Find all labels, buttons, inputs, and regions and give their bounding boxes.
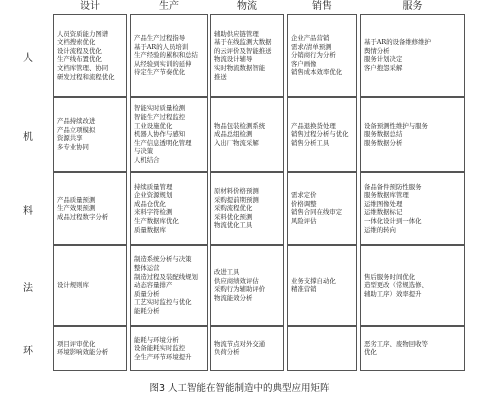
matrix-cell bbox=[53, 14, 127, 97]
cell-line: 工业设施优化 bbox=[134, 121, 173, 130]
cell-line: 实时物流数据智能 bbox=[214, 64, 266, 73]
cell-line: 企业资源规划 bbox=[134, 191, 173, 200]
cell-line: 制造过程及装配线规划 bbox=[134, 272, 198, 281]
cell-line: 产品质量预测 bbox=[57, 195, 96, 204]
matrix-cell bbox=[360, 245, 465, 326]
matrix-cell bbox=[53, 326, 127, 371]
cell-line: 研发过程和流程优化 bbox=[57, 72, 115, 81]
cell-line: 造型更改（常规选修、 bbox=[364, 281, 428, 290]
cell-line: 销售合同在线审定 bbox=[291, 208, 343, 217]
column-header: 服务 bbox=[402, 1, 423, 12]
cell-line: 人机结合 bbox=[134, 155, 160, 164]
cell-line: 恶劣工序、废物回收等 bbox=[364, 339, 428, 348]
cell-line: 与决策 bbox=[134, 147, 154, 156]
cell-line: 物流能效分析 bbox=[214, 294, 253, 303]
cell-line: 采料优化预测 bbox=[214, 212, 253, 221]
cell-line: 采购流程优化 bbox=[214, 204, 253, 213]
cell-line: 产品退换货处理 bbox=[291, 121, 336, 130]
cell-line: 销售成本效率优化 bbox=[291, 68, 343, 77]
cell-line: 采购行为辅助评价 bbox=[214, 285, 266, 294]
cell-line: 成品仓优化 bbox=[134, 199, 166, 208]
matrix-cell bbox=[360, 97, 465, 172]
cell-line: 运维数据标记 bbox=[364, 208, 403, 217]
cell-line: 物流节点对外交通 bbox=[214, 339, 266, 348]
matrix-cell bbox=[360, 172, 465, 245]
matrix-cell bbox=[287, 14, 357, 97]
cell-line: 服务数据分析 bbox=[364, 138, 403, 147]
matrix-cell bbox=[287, 326, 357, 371]
cell-line: 物品包装检测系统 bbox=[214, 121, 266, 130]
cell-line: 产品生产过程指导 bbox=[134, 34, 186, 42]
matrix-cell bbox=[210, 326, 284, 371]
cell-line: 生产经验的累积和总结 bbox=[134, 51, 198, 60]
row-header: 机 bbox=[23, 131, 33, 143]
cell-line: 服务数据总结 bbox=[364, 130, 403, 139]
cell-line: 舆情分析 bbox=[364, 46, 390, 55]
cell-line: 全生产环节环境提升 bbox=[134, 352, 192, 361]
matrix-cell bbox=[287, 245, 357, 326]
cell-line: 文档搜索优化 bbox=[57, 38, 96, 47]
cell-line: 设计规则库 bbox=[57, 281, 89, 290]
cell-line: 原材料价格预测 bbox=[214, 187, 259, 195]
cell-line: 销售过程分析与优化 bbox=[291, 130, 349, 139]
cell-line: 推送 bbox=[214, 72, 227, 81]
row-header: 料 bbox=[23, 205, 33, 217]
row-header: 法 bbox=[23, 282, 33, 294]
column-header: 销售 bbox=[312, 1, 332, 12]
cell-line: 智能实时质量检测 bbox=[134, 104, 186, 113]
cell-line: 价格调整 bbox=[291, 199, 317, 208]
matrix-cell bbox=[53, 172, 127, 245]
cell-line: 人员资质能力图谱 bbox=[57, 29, 109, 38]
matrix-cell bbox=[210, 14, 284, 97]
cell-line: 优化 bbox=[364, 348, 377, 357]
cell-line: 运维的转向 bbox=[364, 225, 396, 234]
cell-line: 辅助供应链管理 bbox=[214, 29, 259, 38]
cell-line: 需求定价 bbox=[291, 191, 317, 200]
matrix-cell bbox=[130, 326, 208, 371]
cell-line: 生产效果预测 bbox=[57, 204, 96, 213]
column-header: 物流 bbox=[237, 1, 257, 12]
matrix-cell bbox=[210, 245, 284, 326]
cell-line: 物流设计辅导 bbox=[214, 55, 253, 64]
row-header: 人 bbox=[23, 52, 33, 64]
cell-line: 工艺实时监控与优化 bbox=[134, 298, 192, 307]
cell-line: 负荷分析 bbox=[214, 348, 240, 357]
cell-line: 基于AR的人员培训 bbox=[134, 42, 189, 51]
cell-line: 能耗分析 bbox=[134, 306, 160, 315]
cell-line: 基于在线监测大数据 bbox=[214, 38, 272, 47]
cell-line: 从经验到实训的延伸 bbox=[134, 59, 192, 68]
cell-line: 来料字符检测 bbox=[134, 208, 173, 217]
cell-line: 动态容量排产 bbox=[134, 281, 173, 290]
cell-line: 入出厂物流采解 bbox=[214, 138, 259, 147]
cell-line: 设备预测性维护与服务 bbox=[364, 121, 428, 130]
cell-line: 生产线布置优化 bbox=[57, 55, 102, 64]
cell-line: 环境影响效能分析 bbox=[57, 348, 109, 357]
cell-line: 一体化设计到一体化 bbox=[364, 217, 422, 226]
cell-line: 供应商绩效评估 bbox=[214, 276, 259, 285]
cell-line: 智能生产过程监控 bbox=[134, 112, 186, 121]
application-matrix bbox=[5, 0, 475, 372]
cell-line: 能耗与环境分析 bbox=[134, 335, 179, 344]
cell-line: 产品持续改进 bbox=[57, 117, 96, 126]
cell-line: 企业产品营销 bbox=[291, 34, 330, 42]
cell-line: 生产数据库优化 bbox=[134, 217, 179, 226]
cell-line: 销售分析工具 bbox=[291, 138, 330, 147]
cell-line: 设计流程及优化 bbox=[57, 46, 102, 55]
matrix-cell bbox=[287, 172, 357, 245]
figure-caption: 图3 人工智能在智能制造中的典型应用矩阵 bbox=[149, 383, 330, 394]
matrix-cell bbox=[130, 172, 208, 245]
matrix-cell bbox=[210, 97, 284, 172]
cell-line: 服务数据库管理 bbox=[364, 191, 409, 200]
column-header: 设计 bbox=[80, 1, 100, 12]
cell-line: 售后服务时间优化 bbox=[364, 272, 416, 281]
cell-line: 产品立项模拟 bbox=[57, 125, 96, 134]
cell-line: 多专业协同 bbox=[57, 143, 89, 152]
cell-line: 生产信息透明化管理 bbox=[134, 138, 192, 147]
matrix-cell bbox=[360, 326, 465, 371]
matrix-cell bbox=[130, 14, 208, 97]
matrix-cell bbox=[130, 245, 208, 326]
matrix-cell bbox=[287, 97, 357, 172]
matrix-cell bbox=[53, 245, 127, 326]
cell-line: 风险评估 bbox=[291, 217, 317, 226]
cell-line: 精准营销 bbox=[291, 285, 317, 294]
cell-line: 设备能耗实时监控 bbox=[134, 344, 186, 353]
cell-line: 成品过程数字分析 bbox=[57, 212, 109, 221]
cell-line: 客户抱怨采解 bbox=[364, 64, 403, 73]
cell-line: 文档库管理、协同 bbox=[57, 64, 109, 73]
cell-line: 质量分析 bbox=[134, 289, 160, 298]
cell-line: 需求/清单预测 bbox=[291, 42, 332, 51]
cell-line: 改进工具 bbox=[214, 268, 240, 277]
cell-line: 成品总组检测 bbox=[214, 130, 253, 139]
cell-line: 制造系统分析与决策 bbox=[134, 255, 192, 264]
cell-line: 机器人协作与感知 bbox=[134, 130, 186, 139]
cell-line: 业务支撑自动化 bbox=[291, 276, 336, 285]
cell-line: 辅助工序）效率提升 bbox=[364, 289, 422, 298]
cell-line: 客户画像 bbox=[291, 59, 317, 68]
cell-line: 质量数据库 bbox=[134, 225, 166, 234]
cell-line: 资源共享 bbox=[57, 134, 83, 143]
cell-line: 物流优化工具 bbox=[214, 221, 253, 230]
column-header: 生产 bbox=[159, 1, 179, 12]
matrix-cell bbox=[53, 97, 127, 172]
cell-line: 分销商行为分析 bbox=[291, 51, 336, 60]
cell-line: 持续质量管理 bbox=[134, 182, 173, 191]
cell-line: 运维图像处理 bbox=[364, 199, 403, 208]
cell-line: 采购提前期预测 bbox=[214, 195, 259, 204]
row-header: 环 bbox=[23, 345, 33, 357]
cell-line: 基于AR的设备维修维护 bbox=[364, 38, 431, 47]
matrix-cell bbox=[210, 172, 284, 245]
cell-line: 整体运营 bbox=[134, 263, 160, 272]
cell-line: 备品备件预防性服务 bbox=[364, 182, 422, 191]
cell-line: 待定生产节奏优化 bbox=[134, 68, 186, 77]
cell-line: 服务计划决定 bbox=[364, 55, 403, 64]
matrix-cell bbox=[360, 14, 465, 97]
matrix-cell bbox=[130, 97, 208, 172]
cell-line: 的云评价及智能推送 bbox=[214, 46, 272, 55]
cell-line: 项目评审优化 bbox=[57, 339, 96, 348]
